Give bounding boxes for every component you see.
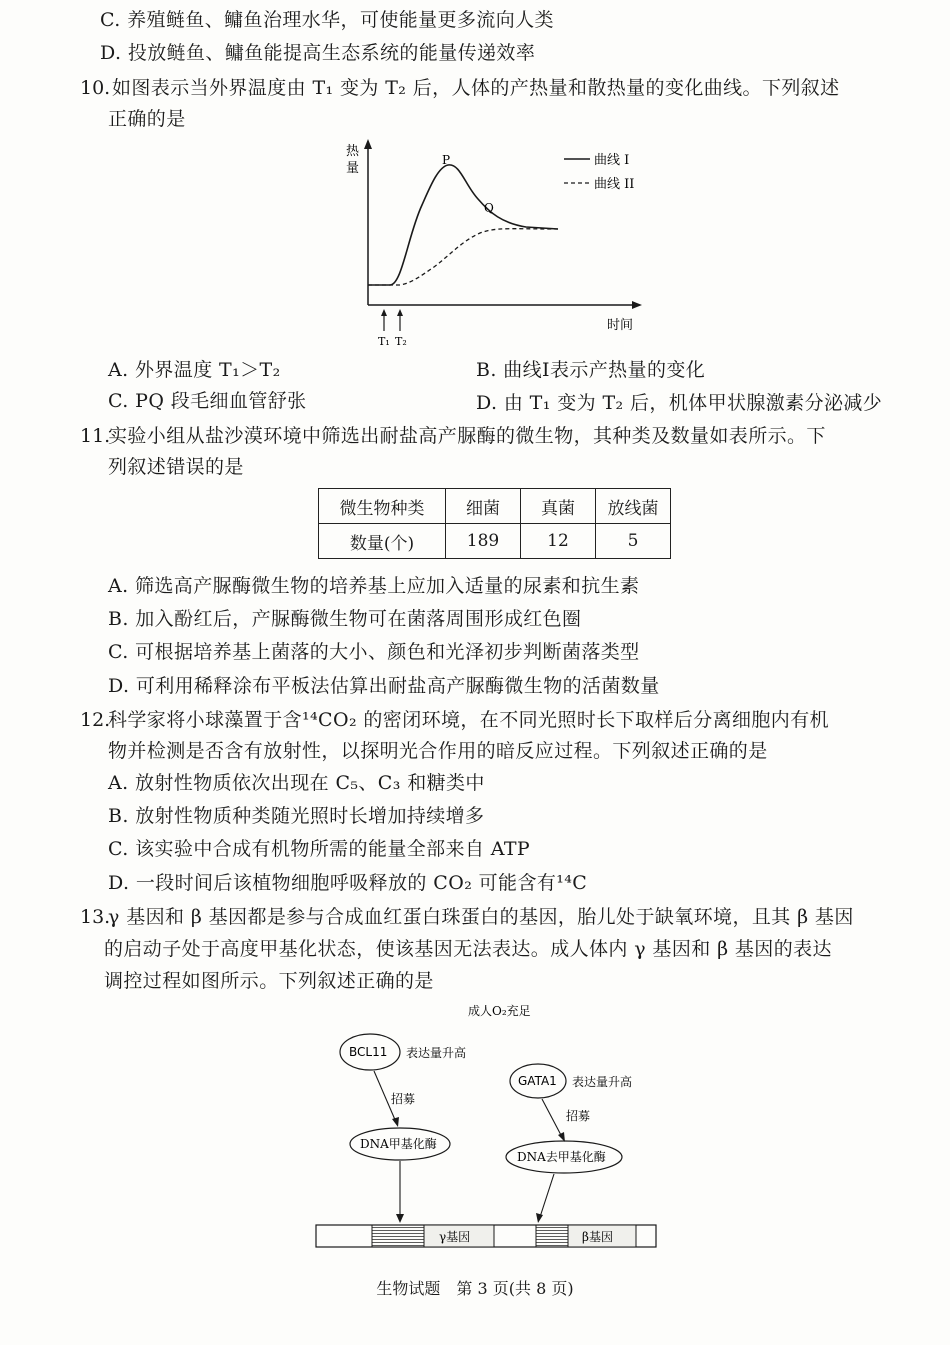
page-footer: 生物试题 第 3 页(共 8 页) <box>376 1279 574 1298</box>
table-cell: 189 <box>446 524 521 559</box>
q10-option-d: D. 由 T₁ 变为 T₂ 后，机体甲状腺激素分泌减少 <box>476 392 883 414</box>
q11-stem-line2: 列叙述错误的是 <box>108 456 244 478</box>
gata1-arrow <box>542 1099 562 1137</box>
q11-option-b: B. 加入酚红后，产脲酶微生物可在菌落周围形成红色圈 <box>108 608 582 630</box>
q10-option-a: A. 外界温度 T₁＞T₂ <box>108 359 281 381</box>
q9-option-d: D. 投放鲢鱼、鳙鱼能提高生态系统的能量传递效率 <box>100 42 536 64</box>
q12-number: 12. <box>80 709 111 731</box>
q12-option-b: B. 放射性物质种类随光照时长增加持续增多 <box>108 805 485 827</box>
recruit-label-1: 招募 <box>391 1092 416 1106</box>
curve-1 <box>368 165 558 285</box>
y-label-2: 量 <box>346 161 360 176</box>
q12-option-c: C. 该实验中合成有机物所需的能量全部来自 ATP <box>108 838 531 860</box>
dna-methylase-label: DNA甲基化酶 <box>360 1137 437 1151</box>
q10-option-c: C. PQ 段毛细血管舒张 <box>108 390 307 412</box>
bcl11-arrow-icon <box>392 1117 399 1127</box>
table-header-cell: 真菌 <box>521 489 596 524</box>
gamma-gene-label: γ基因 <box>439 1230 471 1244</box>
point-q-label: Q <box>484 201 494 215</box>
table-header-cell: 微生物种类 <box>319 489 446 524</box>
q13-stem-line2: 的启动子处于高度甲基化状态，使该基因无法表达。成人体内 γ 基因和 β 基因的表达 <box>104 938 832 960</box>
beta-gene-label: β基因 <box>582 1230 613 1244</box>
curve-2 <box>368 229 558 285</box>
recruit-label-2: 招募 <box>566 1109 591 1123</box>
q11-option-d: D. 可利用稀释涂布平板法估算出耐盐高产脲酶微生物的活菌数量 <box>108 675 660 697</box>
legend-2-label: 曲线 II <box>594 177 635 192</box>
demethylase-arrow <box>540 1174 554 1217</box>
t1-label: T₁ <box>378 335 390 348</box>
demethylase-arrow-icon <box>536 1213 543 1223</box>
table-cell: 12 <box>521 524 596 559</box>
dna-demethylase-label: DNA去甲基化酶 <box>517 1150 606 1164</box>
methylase-arrow-icon <box>396 1214 404 1223</box>
q11-option-a: A. 筛选高产脲酶微生物的培养基上应加入适量的尿素和抗生素 <box>108 575 640 597</box>
point-p-label: P <box>442 153 451 167</box>
q12-option-a: A. 放射性物质依次出现在 C₅、C₃ 和糖类中 <box>108 772 485 794</box>
legend-1-label: 曲线 I <box>594 153 630 168</box>
q9-option-c: C. 养殖鲢鱼、鳙鱼治理水华，可使能量更多流向人类 <box>100 9 554 31</box>
q11-option-c: C. 可根据培养基上菌落的大小、颜色和光泽初步判断菌落类型 <box>108 641 640 663</box>
t1-arrow-icon <box>381 309 387 316</box>
q10-number: 10. <box>80 77 111 99</box>
table-cell: 数量(个) <box>319 524 446 559</box>
y-label-1: 热 <box>346 144 360 159</box>
q11-stem-line1: 实验小组从盐沙漠环境中筛选出耐盐高产脲酶的微生物，其种类及数量如表所示。下 <box>108 425 826 447</box>
table-header-row <box>319 489 671 524</box>
q13-number: 13. <box>80 906 111 928</box>
q10-stem-line1: 如图表示当外界温度由 T₁ 变为 T₂ 后，人体的产热量和散热量的变化曲线。下列叙述 <box>112 77 840 99</box>
q13-stem-line1: γ 基因和 β 基因都是参与合成血红蛋白珠蛋白的基因，胎儿处于缺氧环境，且其 β 基因 <box>108 906 854 928</box>
q10-option-b: B. 曲线Ⅰ表示产热量的变化 <box>476 359 706 381</box>
q13-diagram <box>300 995 680 1255</box>
q11-table <box>318 488 671 559</box>
gata1-note: 表达量升高 <box>572 1075 633 1089</box>
beta-promoter <box>536 1225 568 1247</box>
t2-arrow-icon <box>397 309 403 316</box>
q10-graph <box>330 135 650 350</box>
x-axis-arrow-icon <box>632 301 642 309</box>
q12-stem-line1: 科学家将小球藻置于含¹⁴CO₂ 的密闭环境，在不同光照时长下取样后分离细胞内有机 <box>108 709 830 731</box>
table-cell: 5 <box>596 524 671 559</box>
bcl11-label: BCL11 <box>349 1045 388 1059</box>
table-row <box>319 524 671 559</box>
q10-stem-line2: 正确的是 <box>108 108 186 130</box>
t2-label: T₂ <box>395 335 407 348</box>
diagram-title: 成人O₂充足 <box>468 1004 531 1018</box>
table-header-cell: 放线菌 <box>596 489 671 524</box>
gata1-label: GATA1 <box>518 1074 557 1088</box>
y-axis-arrow-icon <box>364 139 372 149</box>
x-label: 时间 <box>607 318 634 333</box>
q12-stem-line2: 物并检测是否含有放射性，以探明光合作用的暗反应过程。下列叙述正确的是 <box>108 740 768 762</box>
bcl11-note: 表达量升高 <box>406 1046 467 1060</box>
table-header-cell: 细菌 <box>446 489 521 524</box>
gamma-promoter <box>372 1225 424 1247</box>
q11-number: 11. <box>80 425 111 447</box>
q13-stem-line3: 调控过程如图所示。下列叙述正确的是 <box>104 970 434 992</box>
q12-option-d: D. 一段时间后该植物细胞呼吸释放的 CO₂ 可能含有¹⁴C <box>108 872 588 894</box>
